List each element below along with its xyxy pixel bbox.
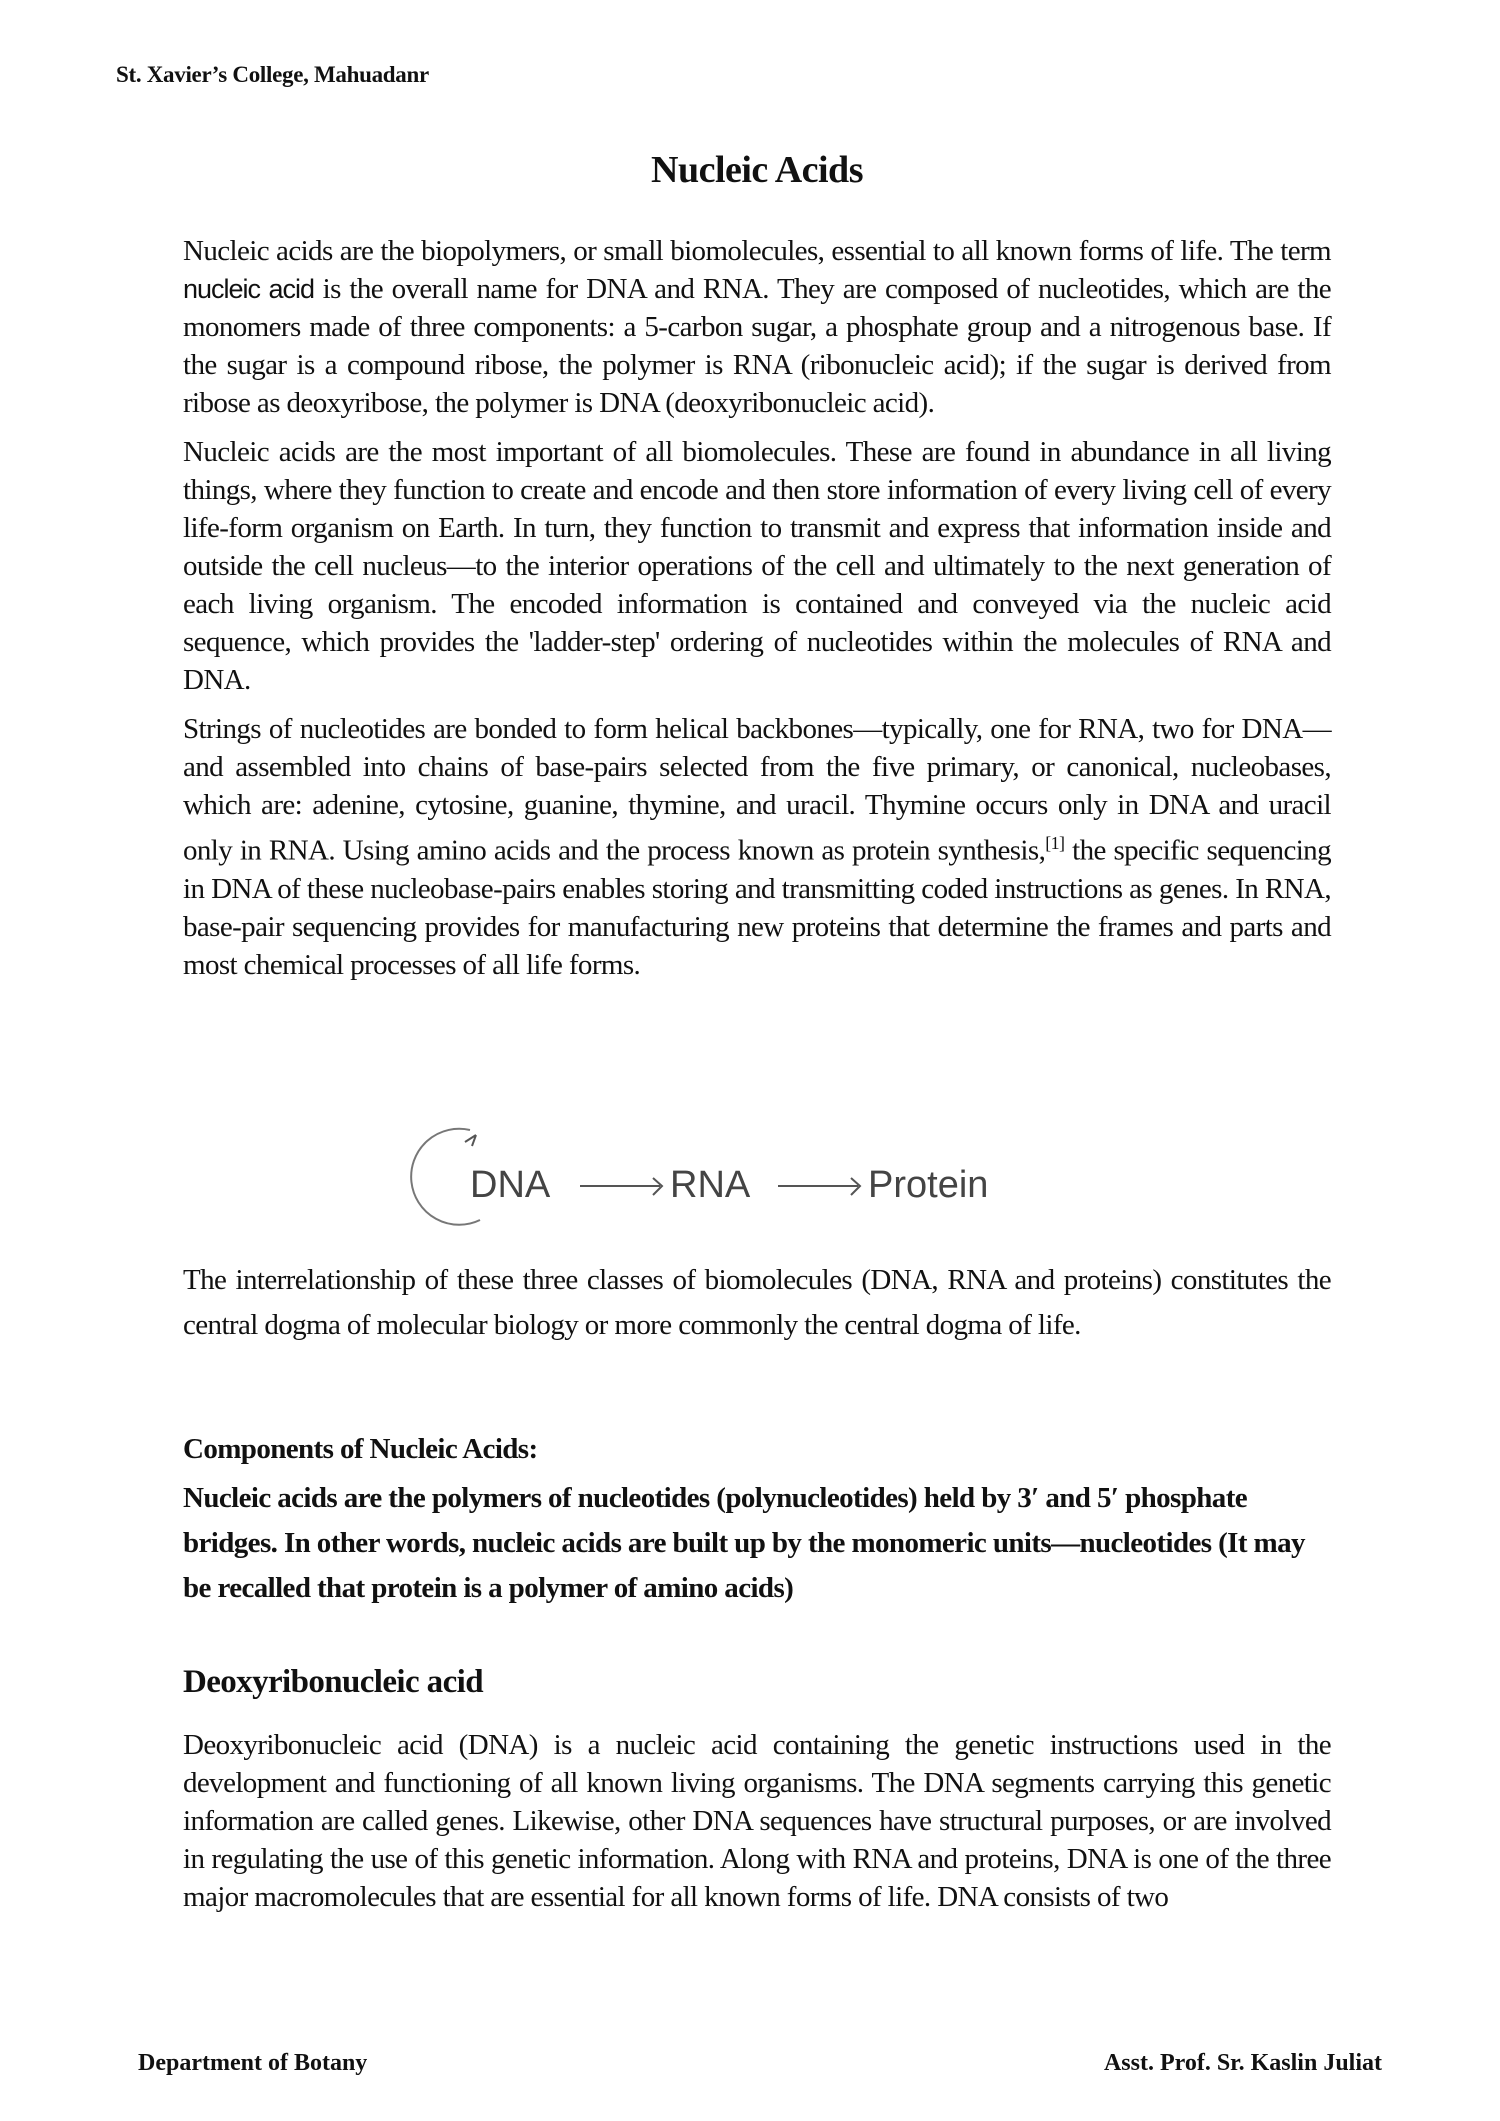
paragraph-2: Nucleic acids are the most important of all biomolecules. These are found in abundance in all living things, where they function to create and encode and then store information of every living cell of every life-form organism on Earth. In turn, they function to transmit and express that information inside and outside the cell nucleus—to the interior operations of the cell and ultimately to the next generation of each living organism. The encoded information is contained and conveyed via the nucleic acid sequence, which provides the 'ladder-step' ordering of nucleotides within the molecules of RNA and DNA.	[183, 436, 1331, 696]
diagram-rna: RNA	[670, 1164, 751, 1206]
institution-header: St. Xavier’s College, Mahuadanr	[116, 62, 429, 87]
page-title: Nucleic Acids	[651, 149, 863, 191]
paragraph-text: Strings of nucleotides are bonded to form helical backbones—typically, one for RNA, two for DNA—and assembled into chains of base-pairs selected from the five primary, or canonical, nucleobases, which are: adenine, cytosine, guanine, thymine, and uracil. Thymine occurs only in DNA and uracil only in RNA. Using amino acids and the process known as protein synthesis,	[183, 713, 1331, 867]
diagram-protein: Protein	[868, 1164, 989, 1206]
components-text: Nucleic acids are the polymers of nucleotides (polynucleotides) held by 3′ and 5′ phosphate bridges. In other words, nucleic acids are built up by the monomeric units—nucleotides (It may be recalled that protein is a polymer of amino acids)	[183, 1482, 1305, 1604]
paragraph-text: is the overall name for DNA and RNA. They are composed of nucleotides, which are the monomers made of three components: a 5-carbon sugar, a phosphate group and a nitrogenous base. If the sugar is a compound ribose, the polymer is RNA (ribonucleic acid); if the sugar is derived from ribose as deoxyribose, the polymer is DNA (deoxyribonucleic acid).	[183, 273, 1331, 419]
term-nucleic-acid: nucleic acid	[183, 274, 315, 304]
components-heading: Components of Nucleic Acids:	[183, 1433, 538, 1465]
dna-section-text: Deoxyribonucleic acid (DNA) is a nucleic acid containing the genetic instructions used in the development and functioning of all known living organisms. The DNA segments carrying this genetic information are called genes. Likewise, other DNA sequences have structural purposes, or are involved in regulating the use of this genetic information. Along with RNA and proteins, DNA is one of the three major macromolecules that are essential for all known forms of life. DNA consists of two	[183, 1729, 1331, 1913]
diagram-dna: DNA	[470, 1164, 551, 1206]
footer-author: Asst. Prof. Sr. Kaslin Juliat	[1103, 2050, 1382, 2076]
paragraph-3	[183, 710, 1331, 984]
citation-ref[interactable]: [1]	[1045, 833, 1065, 853]
paragraph-text: the specific sequencing in DNA of these nucleobase-pairs enables storing and transmitting coded instructions as genes. In RNA, base-pair sequencing provides for manufacturing new proteins that determine the frames and parts and most chemical processes of all life forms.	[183, 834, 1331, 981]
paragraph-text: Nucleic acids are the biopolymers, or small biomolecules, essential to all known forms of life. The term	[183, 235, 1331, 267]
dna-section-heading: Deoxyribonucleic acid	[183, 1664, 483, 1700]
loop-arrowhead	[465, 1135, 476, 1146]
paragraph-1	[183, 232, 1331, 422]
footer-department: Department of Botany	[138, 2050, 368, 2076]
paragraph-4: The interrelationship of these three classes of biomolecules (DNA, RNA and proteins) constitutes the central dogma of molecular biology or more commonly the central dogma of life.	[183, 1264, 1331, 1341]
central-dogma-diagram	[410, 1120, 1110, 1240]
intro-text	[183, 232, 1331, 984]
